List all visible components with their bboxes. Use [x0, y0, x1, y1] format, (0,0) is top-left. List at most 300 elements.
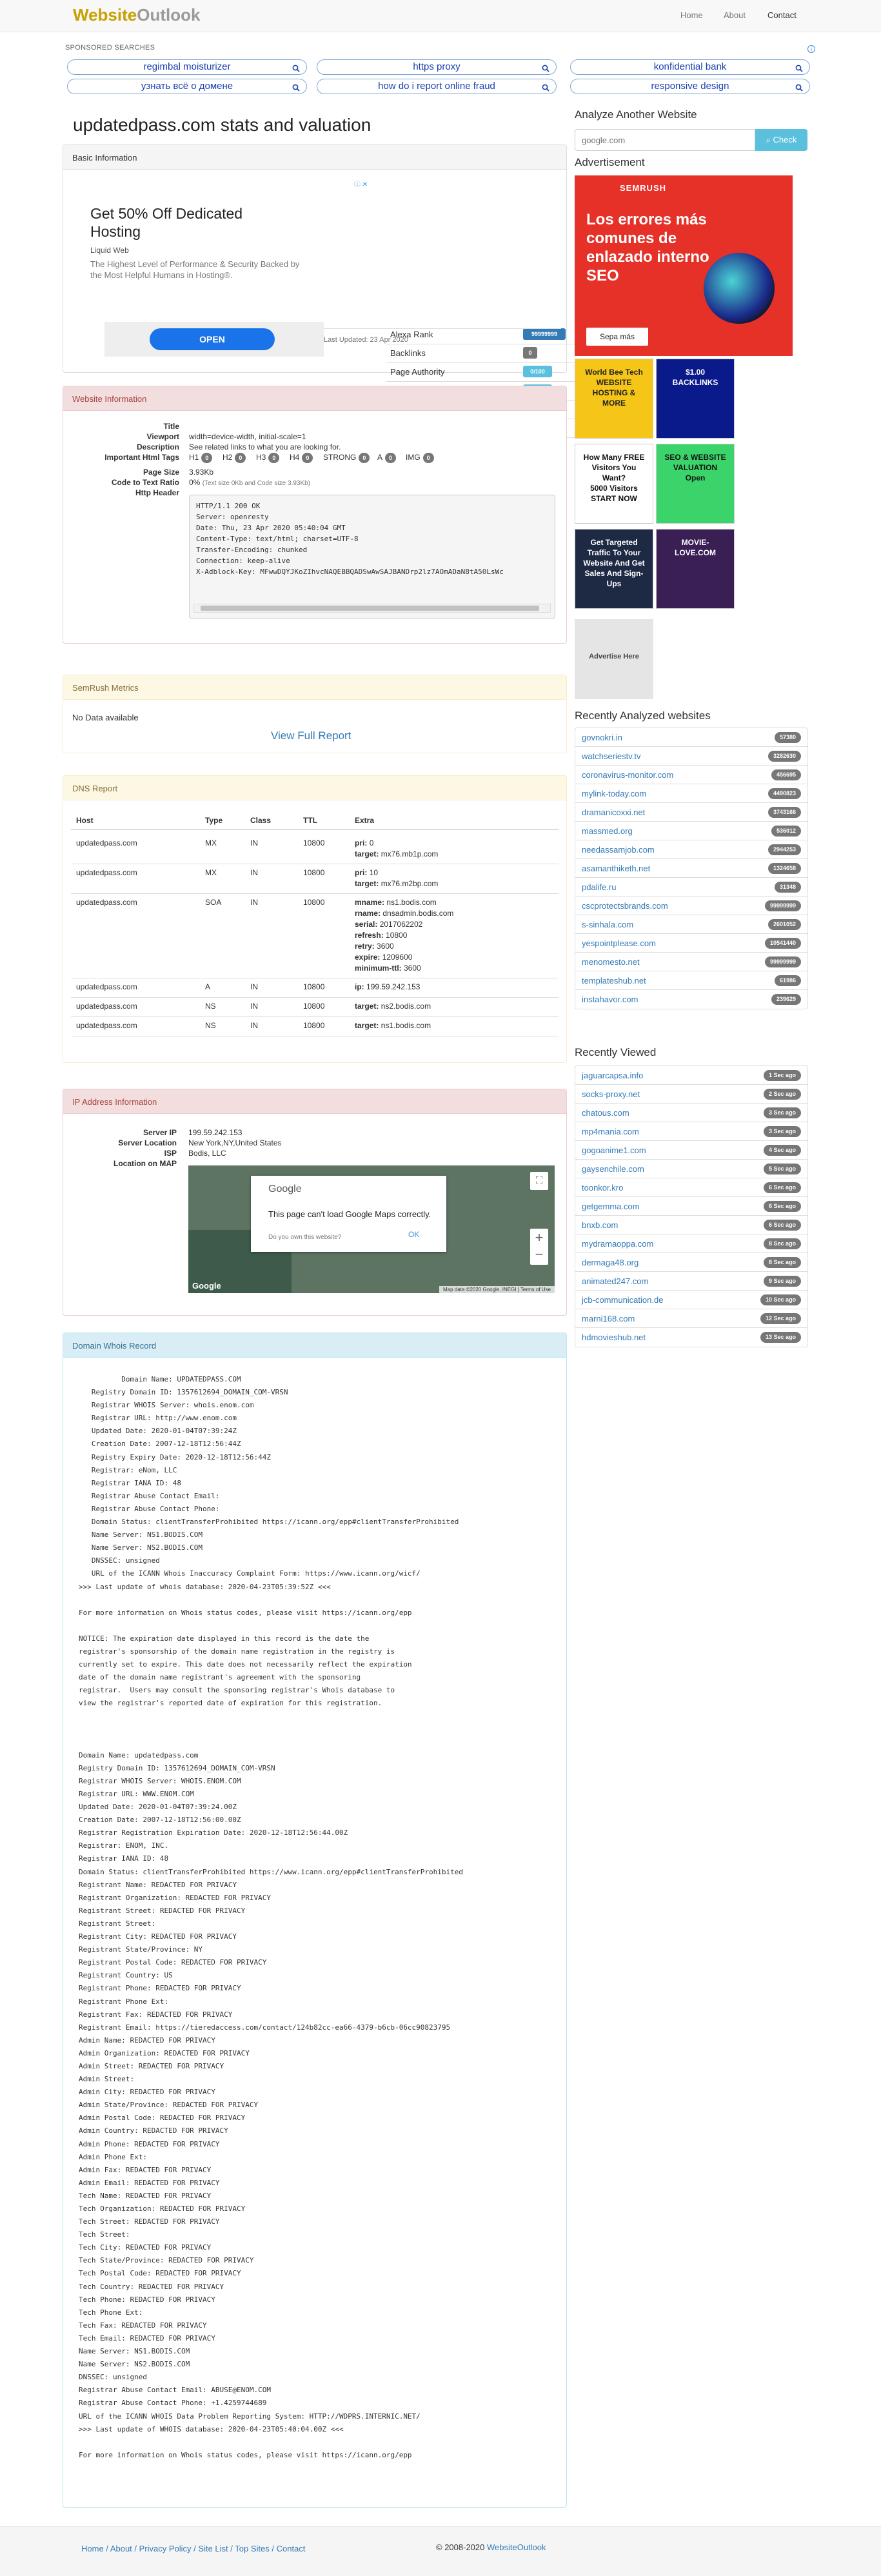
dns-extra-key: rname: — [355, 909, 381, 918]
recent-analyzed-item[interactable] — [575, 934, 807, 953]
dns-extra-key: minimum-ttl: — [355, 964, 402, 973]
sponsored-label: SPONSORED SEARCHES — [65, 44, 155, 52]
dns-row — [63, 997, 566, 1016]
recent-analyzed-item[interactable] — [575, 859, 807, 878]
recent-analyzed-item[interactable] — [575, 766, 807, 784]
recent-analyzed-item[interactable] — [575, 747, 807, 766]
page-title: updatedpass.com stats and valuation — [73, 115, 371, 135]
html-tag-item — [406, 453, 434, 463]
dns-class-cell: IN — [250, 1002, 258, 1011]
recent-viewed-item[interactable] — [575, 1216, 807, 1234]
time-badge: 5 Sec ago — [764, 1164, 801, 1174]
dns-extra-line — [355, 1020, 431, 1031]
rank-badge: 456695 — [771, 769, 801, 780]
map-label: Location on MAP — [114, 1159, 177, 1168]
time-badge: 4 Sec ago — [764, 1145, 801, 1156]
footer-link[interactable]: Contact — [276, 2544, 306, 2553]
panel-heading: SemRush Metrics — [63, 675, 566, 700]
rank-badge: 99999999 — [765, 956, 801, 967]
site-logo[interactable] — [73, 5, 200, 25]
dns-extra-key: refresh: — [355, 931, 384, 940]
map-dialog-ok-button[interactable]: OK — [408, 1230, 420, 1239]
fullscreen-icon[interactable]: ⛶ — [530, 1172, 548, 1190]
time-badge: 6 Sec ago — [764, 1182, 801, 1193]
recent-analyzed-title: Recently Analyzed websites — [575, 709, 711, 722]
sponsored-link[interactable] — [317, 79, 557, 94]
html-tag-count: 0 — [359, 453, 370, 463]
time-badge: 3 Sec ago — [764, 1107, 801, 1118]
site-link[interactable]: asamanthiketh.net — [582, 864, 651, 873]
site-link[interactable]: gogoanime1.com — [582, 1145, 646, 1155]
ad-open-button[interactable]: OPEN — [150, 328, 275, 350]
ad-block[interactable] — [84, 177, 369, 357]
html-tag-name: STRONG — [323, 453, 357, 462]
dns-class-cell: IN — [250, 982, 258, 991]
html-tag-count: 0 — [302, 453, 313, 463]
search-icon — [795, 82, 803, 90]
site-link[interactable]: jaguarcapsa.info — [582, 1071, 644, 1080]
sponsored-link-label: responsive design — [651, 81, 729, 92]
panel-heading: Website Information — [63, 386, 566, 411]
time-badge: 8 Sec ago — [764, 1257, 801, 1268]
rank-badge: 1324658 — [768, 863, 801, 874]
ad-advertiser: Liquid Web — [90, 246, 129, 255]
recent-viewed-item[interactable] — [575, 1253, 807, 1272]
basic-row-label: Backlinks — [390, 348, 426, 358]
horizontal-scrollbar[interactable] — [193, 604, 551, 613]
site-link[interactable]: mydramaoppa.com — [582, 1239, 654, 1249]
recent-viewed-item[interactable] — [575, 1066, 807, 1085]
site-link[interactable]: massmed.org — [582, 826, 633, 836]
site-link[interactable]: yespointplease.com — [582, 938, 656, 948]
ad-headline[interactable]: Get 50% Off Dedicated Hosting — [90, 205, 243, 240]
html-tag-name: IMG — [406, 453, 421, 462]
site-link[interactable]: jcb-communication.de — [582, 1295, 664, 1305]
html-tag-count: 0 — [423, 453, 434, 463]
dns-extra-key: serial: — [355, 920, 378, 929]
dns-type-cell: MX — [205, 838, 217, 847]
site-link[interactable]: gaysenchile.com — [582, 1164, 644, 1174]
ratio-label: Code to Text Ratio — [111, 478, 179, 487]
time-badge: 8 Sec ago — [764, 1238, 801, 1249]
site-link[interactable]: pdalife.ru — [582, 882, 617, 892]
site-link[interactable]: dermaga48.org — [582, 1258, 639, 1267]
dns-extra-line — [355, 897, 437, 908]
html-tag-item — [323, 453, 370, 463]
dns-extra-line — [355, 982, 420, 993]
viewport-value: width=device-width, initial-scale=1 — [189, 432, 306, 441]
semrush-ad-button[interactable]: Sepa más — [586, 328, 648, 346]
dns-extra-line — [355, 908, 453, 919]
semrush-ad[interactable] — [575, 175, 793, 356]
html-tag-item — [189, 453, 212, 463]
dns-type-cell: MX — [205, 868, 217, 877]
dns-extra-line — [355, 849, 438, 860]
time-badge: 10 Sec ago — [760, 1294, 801, 1305]
title-label: Title — [163, 422, 179, 431]
rank-badge: 3743166 — [768, 807, 801, 818]
check-button[interactable] — [755, 129, 807, 151]
analyze-title: Analyze Another Website — [575, 108, 697, 121]
dns-extra-key: ip: — [355, 982, 364, 991]
advertise-here-tile[interactable] — [575, 619, 653, 699]
site-link[interactable]: animated247.com — [582, 1276, 649, 1286]
rank-badge: 3282630 — [768, 751, 801, 762]
html-tag-name: A — [377, 453, 383, 462]
server-ip-label: Server IP — [143, 1128, 177, 1137]
view-full-report-link[interactable]: View Full Report — [271, 729, 351, 742]
map-dialog — [251, 1176, 446, 1252]
ad-tile-text: SEO & WEBSITE VALUATION Open — [664, 453, 726, 482]
dns-panel — [63, 775, 567, 1063]
check-button-label: Check — [773, 135, 797, 144]
time-badge: 12 Sec ago — [760, 1313, 801, 1324]
dns-type-cell: NS — [205, 1002, 216, 1011]
dns-extra-key: pri: — [355, 838, 368, 847]
ad-tile-text: How Many FREE Visitors You Want? 5000 Visitors START NOW — [583, 453, 645, 503]
footer-link[interactable]: About — [110, 2544, 132, 2553]
map-dialog-message: This page can't load Google Maps correctly. — [268, 1209, 431, 1219]
ad-tile[interactable] — [575, 529, 653, 609]
dns-column-header: Host — [76, 816, 94, 825]
site-link[interactable]: toonkor.kro — [582, 1183, 624, 1193]
semrush-logo: SEMRUSH — [620, 183, 667, 193]
dns-extra-value: 0 — [369, 838, 374, 847]
recent-analyzed-item[interactable] — [575, 878, 807, 897]
dns-class-cell: IN — [250, 868, 258, 877]
advertise-here-text: Advertise Here — [589, 653, 639, 660]
panel-heading: Domain Whois Record — [63, 1333, 566, 1358]
ad-tile-text: World Bee Tech WEBSITE HOSTING & MORE — [585, 368, 643, 408]
http-header-label: Http Header — [135, 488, 179, 497]
dns-host-cell: updatedpass.com — [76, 868, 137, 877]
rank-badge: 61986 — [775, 975, 801, 986]
recent-viewed-item[interactable] — [575, 1141, 807, 1160]
map-dialog-brand: Google — [268, 1184, 302, 1194]
basic-row-badge: 0 — [523, 347, 537, 359]
recent-viewed-list — [575, 1065, 808, 1347]
ad-tile[interactable] — [656, 444, 735, 524]
recent-analyzed-item[interactable] — [575, 822, 807, 840]
google-map[interactable] — [188, 1165, 555, 1293]
sponsored-link-label: узнать всё о домене — [141, 81, 233, 92]
html-tag-item — [256, 453, 279, 463]
map-footer[interactable]: Map data ©2020 Google, INEGI | Terms of Use — [439, 1286, 555, 1293]
dns-ttl-cell: 10800 — [303, 1021, 325, 1030]
html-tag-name: H4 — [290, 453, 300, 462]
dns-extra-line — [355, 963, 421, 974]
site-link[interactable]: menomesto.net — [582, 957, 640, 967]
footer-brand-link[interactable]: WebsiteOutlook — [486, 2542, 546, 2552]
site-link[interactable]: marni168.com — [582, 1314, 635, 1323]
recent-viewed-item[interactable] — [575, 1234, 807, 1253]
dns-extra-value: ns1.bodis.com — [386, 898, 437, 907]
recent-viewed-item[interactable] — [575, 1309, 807, 1328]
rank-badge: 31348 — [775, 882, 801, 893]
adchoices-icon[interactable]: i — [807, 45, 815, 53]
sponsored-link-label: regimbal moisturizer — [143, 61, 231, 72]
server-ip-value: 199.59.242.153 — [188, 1128, 243, 1137]
zoom-control — [530, 1229, 548, 1265]
dns-extra-key: retry: — [355, 942, 375, 951]
google-logo[interactable]: Google — [192, 1281, 221, 1291]
dns-column-header: Type — [205, 816, 223, 825]
html-tag-count: 0 — [268, 453, 279, 463]
panel-heading: Basic Information — [63, 145, 566, 170]
rank-badge: 57380 — [775, 732, 801, 743]
dns-extra-value: 10800 — [386, 931, 408, 940]
page-size-label: Page Size — [143, 468, 179, 477]
dns-extra-value: ns2.bodis.com — [381, 1002, 431, 1011]
dns-ttl-cell: 10800 — [303, 1002, 325, 1011]
dns-type-cell: A — [205, 982, 211, 991]
http-header-text: HTTP/1.1 200 OK Server: openresty Date: Thu, 23 Apr 2020 05:40:04 GMT Content-Type: text/html; charset=UTF-8 Transfer-Encoding: chunked Connection: keep-alive X-Adblock-Key: MFwwDQYJKoZIhvcNAQEBBQADSwAwSAJBANDrp2lz7AOmADaN8tA50LsWc — [196, 502, 504, 576]
isp-label: ISP — [164, 1149, 177, 1158]
site-link[interactable]: mp4mania.com — [582, 1127, 639, 1136]
ad-close-icon[interactable]: ⓘ ✕ — [353, 181, 368, 188]
ad-tile[interactable] — [656, 359, 735, 439]
analyze-search-input[interactable] — [575, 129, 755, 151]
map-dialog-question: Do you own this website? — [268, 1234, 342, 1241]
nav-about[interactable]: About — [724, 10, 746, 20]
dns-extra-key: target: — [355, 849, 379, 858]
dns-column-header: Extra — [355, 816, 375, 825]
time-badge: 1 Sec ago — [764, 1070, 801, 1081]
site-link[interactable]: chatous.com — [582, 1108, 629, 1118]
site-link[interactable]: coronavirus-monitor.com — [582, 770, 674, 780]
dns-row — [63, 864, 566, 893]
ad-tile[interactable] — [656, 529, 735, 609]
dns-extra-line — [355, 878, 438, 889]
last-updated: Last Updated: 23 Apr 2020 — [324, 336, 408, 344]
sponsored-link-label: https proxy — [413, 61, 460, 72]
sponsored-link[interactable] — [570, 59, 810, 75]
basic-info-panel — [63, 144, 567, 377]
beetle-illustration — [704, 253, 775, 324]
site-link[interactable]: hdmovieshub.net — [582, 1333, 646, 1342]
site-link[interactable]: templateshub.net — [582, 976, 646, 986]
recent-analyzed-item[interactable] — [575, 728, 807, 747]
site-link[interactable]: mylink-today.com — [582, 789, 647, 798]
rank-badge: 2601052 — [768, 919, 801, 930]
dns-row — [63, 893, 566, 978]
recent-analyzed-item[interactable] — [575, 971, 807, 990]
recent-viewed-item[interactable] — [575, 1291, 807, 1309]
whois-panel — [63, 1333, 567, 2508]
site-link[interactable]: cscprotectsbrands.com — [582, 901, 668, 911]
recent-analyzed-item[interactable] — [575, 784, 807, 803]
search-icon — [542, 82, 549, 90]
search-icon — [795, 63, 803, 70]
recent-analyzed-item[interactable] — [575, 803, 807, 822]
dns-extra-value: 1209600 — [382, 953, 413, 962]
dns-row — [63, 834, 566, 864]
recent-viewed-item[interactable] — [575, 1328, 807, 1347]
copyright — [436, 2542, 546, 2552]
description-value: See related links to what you are looking for. — [189, 442, 341, 451]
dns-extra-key: target: — [355, 879, 379, 888]
site-link[interactable]: socks-proxy.net — [582, 1089, 640, 1099]
html-tag-name: H2 — [223, 453, 233, 462]
recent-analyzed-item[interactable] — [575, 915, 807, 934]
dns-class-cell: IN — [250, 838, 258, 847]
dns-extra-value: 3600 — [377, 942, 394, 951]
recent-viewed-title: Recently Viewed — [575, 1046, 657, 1058]
recent-viewed-item[interactable] — [575, 1104, 807, 1122]
dns-extra-line — [355, 919, 422, 930]
dns-extra-value: 199.59.242.153 — [366, 982, 421, 991]
sponsored-link[interactable] — [67, 59, 307, 75]
dns-extra-key: target: — [355, 1021, 379, 1030]
dns-extra-value: mx76.mb1p.com — [381, 849, 439, 858]
rank-badge: 10541440 — [765, 938, 801, 949]
ratio-value: 0% — [189, 478, 201, 487]
time-badge: 6 Sec ago — [764, 1220, 801, 1231]
rank-badge: 536012 — [771, 826, 801, 837]
semrush-panel — [63, 675, 567, 753]
time-badge: 3 Sec ago — [764, 1126, 801, 1137]
dns-extra-value: dnsadmin.bodis.com — [382, 909, 454, 918]
website-info-panel — [63, 386, 567, 644]
rank-badge: 99999999 — [765, 900, 801, 911]
recent-viewed-item[interactable] — [575, 1122, 807, 1141]
isp-value: Bodis, LLC — [188, 1149, 226, 1158]
viewport-label: Viewport — [146, 432, 179, 441]
recent-viewed-item[interactable] — [575, 1160, 807, 1178]
recent-viewed-item[interactable] — [575, 1085, 807, 1104]
recent-viewed-item[interactable] — [575, 1178, 807, 1197]
dns-row — [63, 1016, 566, 1036]
nav-home[interactable]: Home — [680, 10, 703, 20]
dns-class-cell: IN — [250, 898, 258, 907]
search-icon — [542, 63, 549, 70]
site-link[interactable]: bnxb.com — [582, 1220, 619, 1230]
dns-host-cell: updatedpass.com — [76, 898, 137, 907]
html-tag-item — [377, 453, 396, 463]
dns-extra-line — [355, 952, 412, 963]
dns-type-cell: SOA — [205, 898, 222, 907]
dns-class-cell: IN — [250, 1021, 258, 1030]
footer: Home / About / Privacy Policy / Site List / Top Sites / Contact © 2008-2020 WebsiteOutlook — [0, 2526, 881, 2576]
ratio-note: (Text size 0Kb and Code size 3.93Kb) — [202, 480, 311, 487]
html-tag-count: 0 — [235, 453, 246, 463]
site-link[interactable]: s-sinhala.com — [582, 920, 634, 929]
sponsored-link[interactable] — [67, 79, 307, 94]
footer-link[interactable]: Site List — [198, 2544, 228, 2553]
html-tag-name: H1 — [189, 453, 199, 462]
ad-body: The Highest Level of Performance & Security Backed by the Most Helpful Humans in Hosting®. — [90, 259, 300, 280]
dns-column-header: TTL — [303, 816, 317, 825]
basic-row-label: Alexa Rank — [390, 330, 433, 339]
site-link[interactable]: instahavor.com — [582, 995, 638, 1004]
dns-extra-key: mname: — [355, 898, 385, 907]
dns-ttl-cell: 10800 — [303, 838, 325, 847]
recent-viewed-item[interactable] — [575, 1197, 807, 1216]
dns-host-cell: updatedpass.com — [76, 982, 137, 991]
search-icon — [292, 82, 300, 90]
nav-contact[interactable]: Contact — [767, 10, 797, 20]
html-tag-count: 0 — [385, 453, 396, 463]
logo-part1: Website — [73, 5, 137, 25]
dns-row — [63, 978, 566, 997]
dns-extra-line — [355, 838, 373, 849]
top-navbar — [0, 0, 881, 32]
dns-extra-value: 3600 — [404, 964, 421, 973]
time-badge: 2 Sec ago — [764, 1089, 801, 1100]
no-data-text: No Data available — [72, 713, 139, 722]
whois-record-text: Domain Name: UPDATEDPASS.COM Registry Domain ID: 1357612694_DOMAIN_COM-VRSN Registrar WHOIS Server: whois.enom.com Registrar URL: http://www.enom.com Updated Date: 2020-01-04T07:39:24Z Creation Date: 2007-12-18T12:56:44Z Registry Expiry Date: 2020-12-18T12:56:44Z Registrar: eNom, LLC Registrar IANA ID: 48 Registrar Abuse Contact Email: Registrar Abuse Contact Phone: Domain Status: clientTransferProhibited https://icann.org/epp#clientTransferProhibited Name Server: NS1.BODIS.COM Name Server: NS2.BODIS.COM DNSSEC: unsigned URL of the ICANN Whois Inaccuracy Complaint Form: https://www.icann.org/wicf/ >>> Last update of whois database: 2020-04-23T05:39:52Z <<< For more information on Whois status codes, please visit https://icann.org/epp NOTICE: The expiration date displayed in this record is the date the registrar's sponsorship of the domain name registration in the registry is currently set to expire. This date does not necessarily reflect the expiration date of the domain name registrant's agreement with the sponsoring registrar. Users may consult the sponsoring registrar's Whois database to view the registrar's reported date of expiration for this registration. Domain Name: updatedpass.com Registry Domain ID: 1357612694_DOMAIN_COM-VRSN Registrar WHOIS Server: WHOIS.ENOM.COM Registrar URL: WWW.ENOM.COM Updated Date: 2020-01-04T07:39:24.00Z Creation Date: 2007-12-18T12:56:00.00Z Registrar Registration Expiration Date: 2020-12-18T12:56:44.00Z Registrar: ENOM, INC. Registrar IANA ID: 48 Domain Status: clientTransferProhibited https://www.icann.org/epp#clientTransferProhibited Registrant Name: REDACTED FOR PRIVACY Registrant Organization: REDACTED FOR PRIVACY Registrant Street: REDACTED FOR PRIVACY Registrant Street: Registrant City: REDACTED FOR PRIVACY Registrant State/Province: NY Registrant Postal Code: REDACTED FOR PRIVACY Registrant Country: US Registrant Phone: REDACTED FOR PRIVACY Registrant Phone Ext: Registrant Fax: REDACTED FOR PRIVACY Registrant Email: https://tieredaccess.com/contact/124b82cc-ea66-4379-b6cb-06cc90823795 Admin Name: REDACTED FOR PRIVACY Admin Organization: REDACTED FOR PRIVACY Admin Street: REDACTED FOR PRIVACY Admin Street: Admin City: REDACTED FOR PRIVACY Admin State/Province: REDACTED FOR PRIVACY Admin Postal Code: REDACTED FOR PRIVACY Admin Country: REDACTED FOR PRIVACY Admin Phone: REDACTED FOR PRIVACY Admin Phone Ext: Admin Fax: REDACTED FOR PRIVACY Admin Email: REDACTED FOR PRIVACY Tech Name: REDACTED FOR PRIVACY Tech Organization: REDACTED FOR PRIVACY Tech Street: REDACTED FOR PRIVACY Tech Street: Tech City: REDACTED FOR PRIVACY Tech State/Province: REDACTED FOR PRIVACY Tech Postal Code: REDACTED FOR PRIVACY Tech Country: REDACTED FOR PRIVACY Tech Phone: REDACTED FOR PRIVACY Tech Phone Ext: Tech Fax: REDACTED FOR PRIVACY Tech Email: REDACTED FOR PRIVACY Name Server: NS1.BODIS.COM Name Server: NS2.BODIS.COM DNSSEC: unsigned Registrar Abuse Contact Email: ABUSE@ENOM.COM Registrar Abuse Contact Phone: +1.4259744689 URL of the ICANN WHOIS Data Problem Reporting System: HTTP://WDPRS.INTERNIC.NET/ >>> Last update of WHOIS database: 2020-04-23T05:40:04.00Z <<< For more information on Whois status codes, please visit https://icann.org/epp — [79, 1375, 464, 2459]
rank-badge: 239629 — [771, 994, 801, 1005]
logo-part2: Outlook — [137, 5, 201, 25]
ad-tile-text: $1.00 BACKLINKS — [672, 368, 718, 387]
dns-extra-key: target: — [355, 1002, 379, 1011]
http-header-box[interactable] — [189, 495, 555, 619]
dns-host-cell: updatedpass.com — [76, 838, 137, 847]
dns-extra-key: pri: — [355, 868, 368, 877]
site-link[interactable]: getgemma.com — [582, 1202, 640, 1211]
site-link[interactable]: govnokri.in — [582, 733, 622, 742]
ad-tile[interactable] — [575, 359, 653, 439]
recent-analyzed-list — [575, 728, 808, 1009]
basic-row-label: Page Authority — [390, 367, 445, 377]
recent-analyzed-item[interactable] — [575, 840, 807, 859]
server-location-label: Server Location — [118, 1138, 177, 1147]
dns-ttl-cell: 10800 — [303, 868, 325, 877]
dns-extra-line — [355, 1001, 431, 1012]
recent-analyzed-item[interactable] — [575, 953, 807, 971]
time-badge: 9 Sec ago — [764, 1276, 801, 1287]
html-tag-item — [290, 453, 313, 463]
footer-link[interactable]: Privacy Policy — [139, 2544, 192, 2553]
dns-extra-line — [355, 930, 407, 941]
dns-extra-line — [355, 867, 378, 878]
html-tag-name: H3 — [256, 453, 266, 462]
dns-ttl-cell: 10800 — [303, 982, 325, 991]
copyright-text: © 2008-2020 — [436, 2542, 485, 2552]
ip-panel — [63, 1089, 567, 1316]
sponsored-link-label: how do i report online fraud — [378, 81, 495, 92]
panel-heading: DNS Report — [63, 776, 566, 800]
recent-viewed-item[interactable] — [575, 1272, 807, 1291]
zoom-in-icon[interactable]: + — [535, 1229, 544, 1245]
dns-host-cell: updatedpass.com — [76, 1021, 137, 1030]
footer-link[interactable]: Home — [81, 2544, 104, 2553]
dns-extra-value: mx76.m2bp.com — [381, 879, 439, 888]
recent-analyzed-item[interactable] — [575, 990, 807, 1009]
panel-heading: IP Address Information — [63, 1089, 566, 1114]
recent-analyzed-item[interactable] — [575, 897, 807, 915]
ad-tile[interactable] — [575, 444, 653, 524]
site-link[interactable]: needassamjob.com — [582, 845, 655, 855]
sponsored-link[interactable] — [317, 59, 557, 75]
site-link[interactable]: watchseriestv.tv — [582, 751, 641, 761]
basic-row-badge: 0/100 — [523, 366, 552, 377]
tags-label: Important Html Tags — [104, 453, 179, 462]
sponsored-link[interactable] — [570, 79, 810, 94]
dns-column-header: Class — [250, 816, 272, 825]
time-badge: 13 Sec ago — [760, 1332, 801, 1343]
server-location-value: New York,NY,United States — [188, 1138, 282, 1147]
basic-row-badge: 99999999 — [523, 328, 566, 340]
zoom-out-icon[interactable]: − — [535, 1246, 544, 1262]
ad-tile-text: Get Targeted Traffic To Your Website And Get Sales And Sign-Ups — [583, 538, 645, 588]
html-tag-item — [223, 453, 246, 463]
dns-ttl-cell: 10800 — [303, 898, 325, 907]
footer-link[interactable]: Top Sites — [235, 2544, 270, 2553]
time-badge: 6 Sec ago — [764, 1201, 801, 1212]
site-link[interactable]: dramanicoxxi.net — [582, 807, 646, 817]
scrollbar-thumb[interactable] — [201, 606, 539, 611]
